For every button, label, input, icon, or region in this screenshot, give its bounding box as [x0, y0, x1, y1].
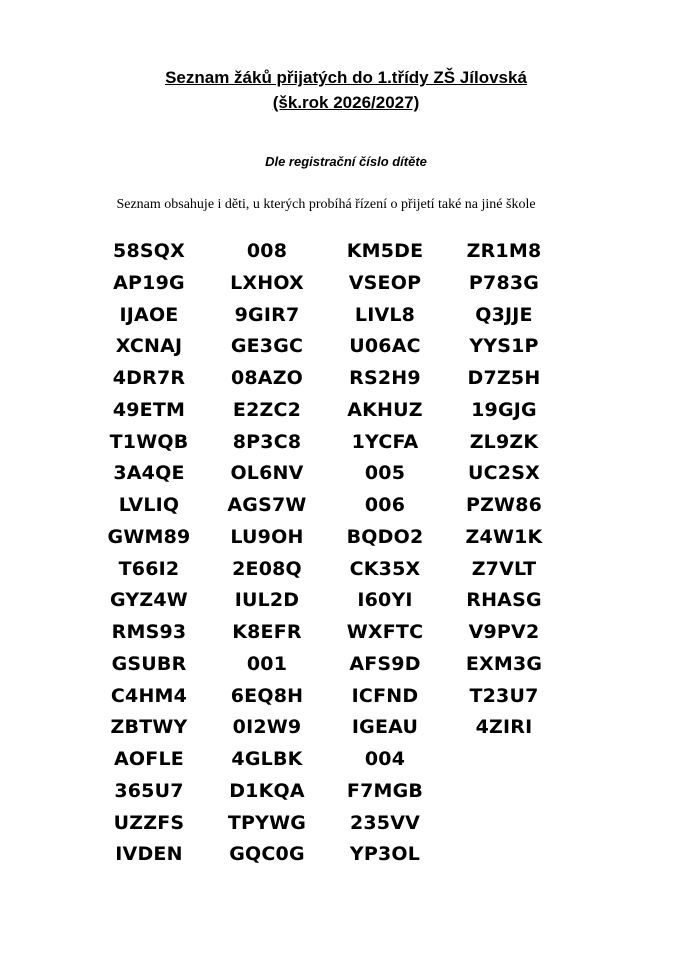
registration-code: RHASG: [466, 589, 542, 612]
registration-code: UZZFS: [113, 811, 185, 834]
registration-code: 4GLBK: [231, 748, 303, 770]
document-title: Seznam žáků přijatých do 1.třídy ZŠ Jílovská: [165, 68, 527, 87]
registration-code: IJAOE: [119, 303, 179, 326]
registration-code: 365U7: [114, 779, 184, 802]
registration-code: RS2H9: [349, 367, 421, 389]
registration-code: LVLIQ: [118, 494, 180, 516]
registration-code: 1YCFA: [351, 430, 419, 453]
codes-column-4: [444, 236, 564, 744]
registration-code: Z4W1K: [465, 525, 543, 548]
registration-code: LU9OH: [230, 525, 304, 548]
registration-code: 9GIR7: [234, 303, 300, 326]
registration-code: AKHUZ: [347, 398, 423, 421]
registration-code: EXM3G: [465, 652, 543, 675]
registration-code: 008: [246, 240, 288, 262]
registration-code: AOFLE: [114, 748, 184, 770]
registration-code: VSEOP: [348, 271, 422, 294]
registration-code: YYS1P: [469, 335, 539, 358]
registration-code: IUL2D: [234, 589, 300, 612]
registration-code: 006: [364, 494, 406, 516]
registration-code: OL6NV: [230, 462, 304, 485]
registration-code: ZL9ZK: [469, 430, 539, 453]
school-year-title: (šk.rok 2026/2027): [272, 93, 420, 112]
registration-code: I60YI: [357, 589, 413, 612]
registration-code: IVDEN: [115, 843, 183, 866]
registration-code: ICFND: [351, 684, 419, 707]
registration-code: C4HM4: [110, 684, 188, 707]
registration-code: GYZ4W: [110, 589, 188, 612]
registration-code: 0I2W9: [232, 716, 302, 739]
registration-code: 005: [364, 462, 406, 485]
registration-code: LIVL8: [354, 303, 416, 326]
registration-code: IGEAU: [351, 716, 419, 739]
registration-code: T1WQB: [109, 430, 189, 453]
registration-code: U06AC: [349, 335, 421, 358]
registration-code: WXFTC: [346, 621, 424, 643]
registration-code: 001: [246, 652, 288, 675]
registration-code: ZBTWY: [110, 716, 188, 739]
registration-code: 3A4QE: [113, 462, 185, 485]
registration-code: XCNAJ: [115, 335, 183, 358]
registration-code: GE3GC: [230, 335, 304, 358]
registration-code: 8P3C8: [232, 430, 302, 453]
registration-code: AGS7W: [227, 494, 307, 516]
registration-code: BQDO2: [346, 525, 424, 548]
registration-code: 49ETM: [112, 398, 186, 421]
codes-column-2: [207, 236, 327, 871]
registration-code: 235VV: [349, 811, 421, 834]
registration-code: T23U7: [469, 684, 539, 707]
registration-code: RMS93: [111, 621, 187, 643]
registration-code: GSUBR: [111, 652, 187, 675]
registration-code: 08AZO: [230, 367, 304, 389]
registration-code: CK35X: [349, 557, 421, 580]
registration-code: TPYWG: [227, 811, 307, 834]
registration-code: LXHOX: [230, 271, 304, 294]
registration-code: 58SQX: [113, 240, 185, 262]
registration-code: P783G: [468, 271, 540, 294]
registration-code: 19GJG: [471, 398, 537, 421]
registration-code: 4ZIRI: [475, 716, 533, 739]
registration-code: ZR1M8: [466, 240, 542, 262]
codes-column-1: [89, 236, 209, 871]
registration-code: YP3OL: [349, 843, 421, 866]
registration-code: D7Z5H: [467, 367, 541, 389]
registration-code: GQC0G: [229, 843, 305, 866]
registration-code: AFS9D: [349, 652, 421, 675]
registration-code: D1KQA: [229, 779, 305, 802]
registration-code: 2E08Q: [232, 557, 302, 580]
registration-code: AP19G: [113, 271, 185, 294]
registration-code: PZW86: [465, 494, 543, 516]
document-note: Seznam obsahuje i děti, u kterých probíhá řízení o přijetí také na jiné škole: [116, 197, 536, 212]
registration-code: 004: [364, 748, 406, 770]
registration-code: K8EFR: [232, 621, 302, 643]
codes-column-3: [325, 236, 445, 871]
registration-code: KM5DE: [346, 240, 424, 262]
registration-code: UC2SX: [468, 462, 540, 485]
registration-code: GWM89: [107, 525, 191, 548]
registration-code: Q3JJE: [475, 303, 533, 326]
registration-code: E2ZC2: [232, 398, 302, 421]
registration-code: 6EQ8H: [230, 684, 304, 707]
registration-code: 4DR7R: [112, 367, 186, 389]
registration-code: Z7VLT: [471, 557, 537, 580]
registration-code: T66I2: [118, 557, 180, 580]
registration-code: V9PV2: [468, 621, 540, 643]
document-subtitle: Dle registrační číslo dítěte: [265, 154, 427, 169]
registration-code: F7MGB: [346, 779, 424, 802]
